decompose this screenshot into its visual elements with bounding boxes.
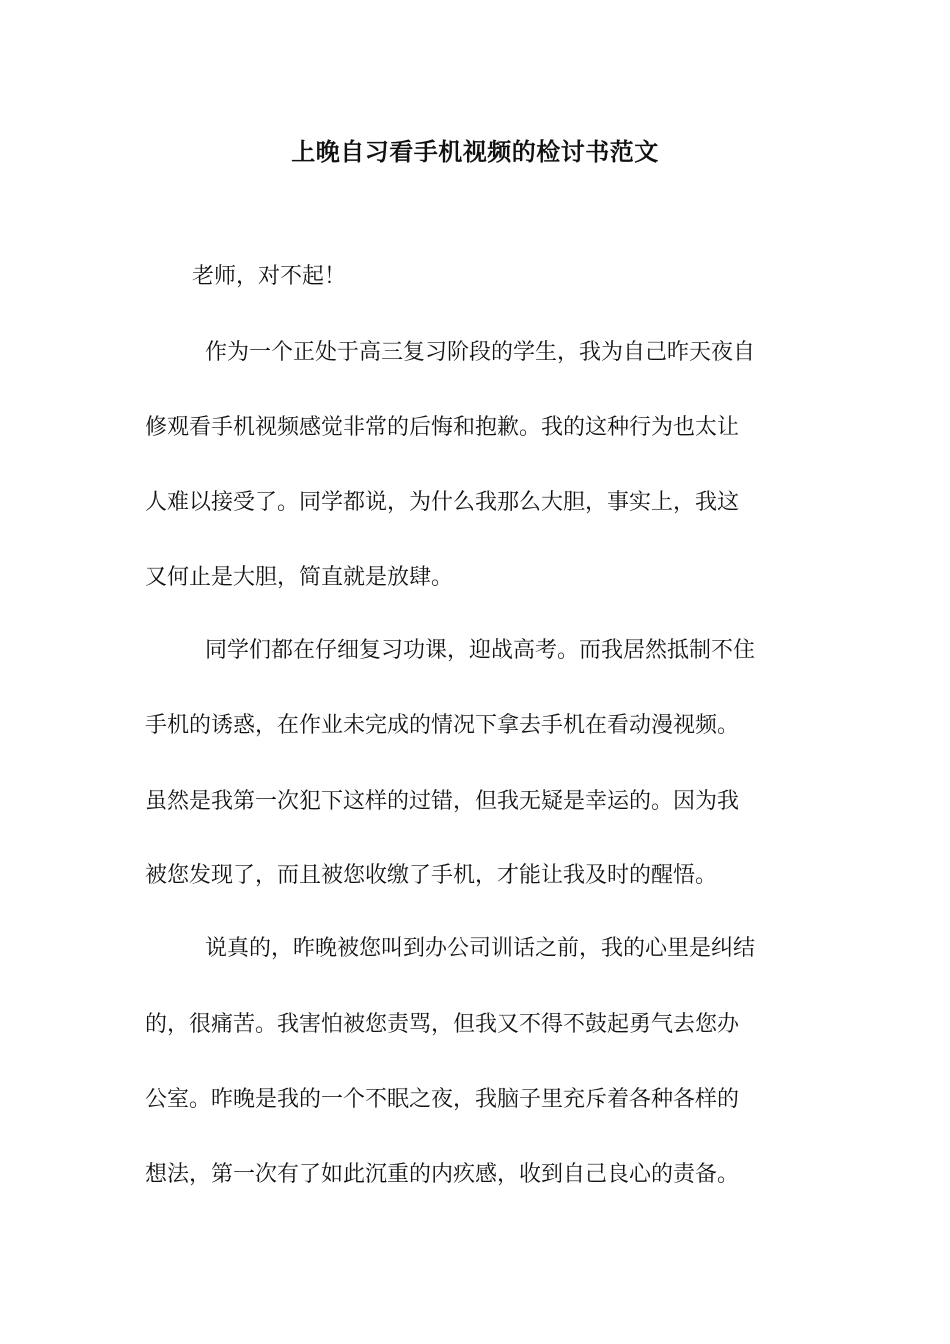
paragraph-2-line-1: 同学们都在仔细复习功课，迎战高考。而我居然抵制不住 xyxy=(205,638,756,663)
paragraph-2-line-3: 虽然是我第一次犯下这样的过错，但我无疑是幸运的。因为我 xyxy=(145,789,740,814)
paragraph-1-line-3: 人难以接受了。同学都说，为什么我那么大胆，事实上，我这 xyxy=(145,490,740,515)
paragraph-2-line-4: 被您发现了，而且被您收缴了手机，才能让我及时的醒悟。 xyxy=(145,863,718,888)
paragraph-3-line-2: 的，很痛苦。我害怕被您责骂，但我又不得不鼓起勇气去您办 xyxy=(145,1012,740,1037)
document-title: 上晚自习看手机视频的检讨书范文 xyxy=(291,137,659,166)
paragraph-3-line-1: 说真的，昨晚被您叫到办公司训话之前，我的心里是纠结 xyxy=(205,936,756,961)
paragraph-1-line-1: 作为一个正处于高三复习阶段的学生，我为自己昨天夜自 xyxy=(205,340,756,365)
paragraph-3-line-4: 想法，第一次有了如此沉重的内疚感，收到自己良心的责备。 xyxy=(145,1162,740,1187)
paragraph-1-line-4: 又何止是大胆，简直就是放肆。 xyxy=(145,565,454,590)
paragraph-3-line-3: 公室。昨晚是我的一个不眠之夜，我脑子里充斥着各种各样的 xyxy=(145,1087,740,1112)
paragraph-1-line-2: 修观看手机视频感觉非常的后悔和抱歉。我的这种行为也太让 xyxy=(145,415,740,440)
salutation: 老师，对不起！ xyxy=(192,264,347,289)
paragraph-2-line-2: 手机的诱惑，在作业未完成的情况下拿去手机在看动漫视频。 xyxy=(145,713,740,738)
